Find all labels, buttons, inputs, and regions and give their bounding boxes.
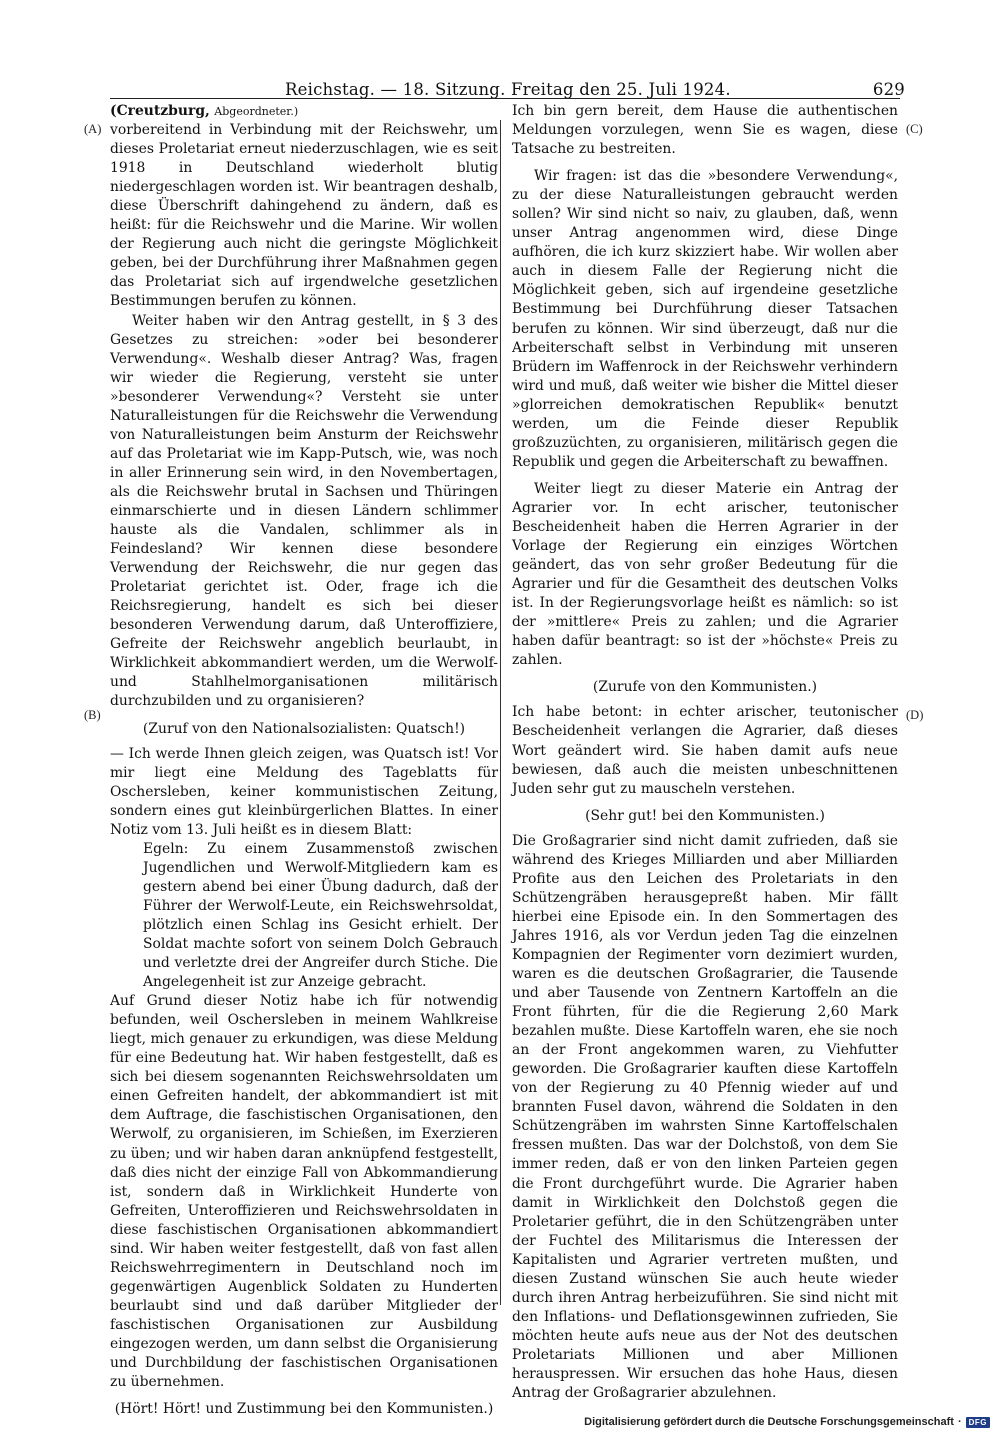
margin-marker-a: (A)	[84, 122, 102, 136]
digitization-credit: Digitalisierung gefördert durch die Deutsche Forschungsgemeinschaft · DFG	[584, 1416, 990, 1428]
speaker-line	[110, 102, 498, 121]
paragraph: Die Großagrarier sind nicht damit zufrieden, daß sie während des Krieges Milliarden und aber Milliarden Profite aus den Leichen des Proletariats in den Schützengräben herausgepreßt haben. Mir fällt hierbei eine Episode ein. In den Sommertagen des Jahres 1916, als vor Verdun jeden Tag die einzelnen Kompagnien der Regimenter vorn dezimiert wurden, waren es die deutschen Großagrarier, die Tausende und aber Tausende von Zentnern Kartoffeln an die Front führten, für die die Regierung 2,60 Mark bezahlen mußte. Diese Kartoffeln waren, ehe sie noch an der Front angekommen waren, zu Viehfutter geworden. Die Großagrarier kauften diese Kartoffeln von der Regierung zu 40 Pfennig wieder auf und brannten Fusel davon, während die Soldaten in den Schützengräben im wahrsten Sinne Kartoffelschalen fressen mußten. Das war der Dolchstoß, von dem Sie immer reden, daß er von den linken Parteien gegen die Front durchgeführt wurde. Die Agrarier haben damit in Wirklichkeit den Dolchstoß gegen die Proletarier geführt, die in den Schützengräben unter der Fuchtel des Militarismus die Interessen der Kapitalisten und Agrarier vertreten mußten, und diesen Zustand wünschen Sie auch heute wieder durch ihren Antrag herbeizuführen. Sie sind nicht mit den Inflations- und Deflationsgewinnen zufrieden, Sie möchten heute aufs neue aus der Not des deutschen Proletariats Millionen und aber Millionen herauspressen. Wir ersuchen das hohe Haus, diesen Antrag der Großagrarier abzulehnen.	[512, 832, 898, 1402]
paragraph: Auf Grund dieser Notiz habe ich für notwendig befunden, weil Oschersleben in meinem Wahlkreise liegt, mich genauer zu erkundigen, was diese Meldung für eine Bedeutung hat. Wir haben festgestellt, daß es sich bei diesem sogenannten Reichswehrsoldaten um einen Gefreiten handelt, der abkommandiert ist mit dem Auftrage, die faschistischen Organisationen, den Werwolf, zu organisieren, im Schießen, im Exerzieren zu üben; und wir haben daran anknüpfend festgestellt, daß dies nicht der einzige Fall von Abkommandierung ist, sondern daß in Wirklichkeit Hunderte von Gefreiten, Unteroffizieren und Reichswehrsoldaten in diese faschistischen Organisationen abkommandiert sind. Wir haben weiter festgestellt, daß von fast allen Reichswehrregimentern in Deutschland noch im gegenwärtigen Augenblick Soldaten zu Hunderten beurlaubt sind und daß darüber Mitglieder der faschistischen Organisationen zur Ausbildung eingezogen werden, um dann selbst die Organisierung und Durchbildung der faschistischen Organisationen zu übernehmen.	[110, 993, 498, 1391]
credit-text: Digitalisierung gefördert durch die Deutsche Forschungsgemeinschaft	[584, 1416, 954, 1428]
margin-marker-c: (C)	[906, 122, 923, 136]
paragraph: Weiter liegt zu dieser Materie ein Antrag der Agrarier vor. In echt arischer, teutonischer Bescheidenheit haben die Herren Agrarier in der Vorlage der Regierung ein einziges Wörtchen geändert, das von sehr großer Bedeutung für die Agrarier und für die Gesamtheit des deutschen Volks ist. In der Regierungsvorlage heißt es nämlich: so ist der »mittlere« Preis zu zahlen; und die Agrarier haben dafür beantragt: so ist der »höchste« Preis zu zahlen.	[512, 480, 898, 669]
right-column	[512, 102, 898, 1403]
margin-marker-d: (D)	[906, 708, 924, 722]
paragraph: Ich bin gern bereit, dem Hause die authentischen Meldungen vorzulegen, wenn Sie es wagen, diese Tatsache zu bestreiten.	[512, 103, 898, 158]
speaker-name: (Creutzburg,	[110, 103, 210, 119]
column-divider	[500, 120, 501, 1305]
block-quote: Egeln: Zu einem Zusammenstoß zwischen Jugendlichen und Werwolf-Mitgliedern kam es gestern abend bei einer Übung dadurch, daß der Führer der Werwolf-Leute, ein Reichswehrsoldat, plötzlich einen Schlag ins Gesicht erhielt. Der Soldat machte sofort von seinem Dolch Gebrauch und verletzte drei der Angreifer durch Stiche. Die Angelegenheit ist zur Anzeige gebracht.	[143, 840, 498, 991]
interjection: (Sehr gut! bei den Kommunisten.)	[585, 807, 825, 824]
interjection: (Hört! Hört! und Zustimmung bei den Kommunisten.)	[114, 1401, 494, 1418]
interjection: (Zurufe von den Kommunisten.)	[592, 679, 818, 696]
page-header	[285, 80, 905, 99]
paragraph: Wir fragen: ist das die »besondere Verwendung«, zu der diese Naturalleistungen gebraucht werden sollen? Wir sind nicht so naiv, zu glauben, daß, wenn unser Antrag angenommen wird, diese Dinge aufhören, die ich kurz skizziert habe. Wir wollen aber auch in diesem Falle der Regierung nicht die Möglichkeit geben, sich auf irgendeine gesetzliche Bestimmung bei Durchführung dieser Tatsachen berufen zu können. Wir sind überzeugt, daß nur die Arbeiterschaft selbst in Verbindung mit unseren Brüdern im Waffenrock in der Reichswehr verhindern wird und muß, daß weiter wie bisher die Mittel dieser »glorreichen demokratischen Republik« benutzt werden, um die Feinde dieser Republik großzuzüchten, zu organisieren, militärisch gegen die Republik und gegen die Arbeiterschaft zu bewaffnen.	[512, 168, 898, 470]
margin-marker-b: (B)	[84, 708, 101, 722]
page-number: 629	[872, 80, 905, 99]
interjection: (Zuruf von den Nationalsozialisten: Quatsch!)	[142, 720, 466, 737]
paragraph: — Ich werde Ihnen gleich zeigen, was Quatsch ist! Vor mir liegt eine Meldung des Tageblatts für Oschersleben, keiner kommunistischen Zeitung, sondern eines gut kleinbürgerlichen Blattes. In einer Notiz vom 13. Juli heißt es in diesem Blatt:	[110, 745, 498, 838]
header-rule	[110, 98, 900, 99]
left-column	[110, 102, 498, 1425]
speaker-role: Abgeordneter.)	[214, 105, 299, 118]
running-title: Reichstag. — 18. Sitzung. Freitag den 25. Juli 1924.	[285, 80, 731, 99]
paragraph: vorbereitend in Verbindung mit der Reichswehr, um dieses Proletariat erneut niederzuschlagen, wie es seit 1918 in Deutschland wiederholt blutig niedergeschlagen worden ist. Wir beantragen deshalb, diese Überschrift dahingehend zu ändern, daß es heißt: für die Reichswehr und die Marine. Wir wollen der Regierung auch nicht die geringste Möglichkeit geben, bei der Durchführung ihrer Maßnahmen gegen das Proletariat sich auf irgendwelche gesetzlichen Bestimmungen berufen zu können.	[110, 122, 498, 310]
paragraph: Ich habe betont: in echter arischer, teutonischer Bescheidenheit verlangen die Agrarier, daß dieses Wort geändert wird. Sie haben damit aufs neue bewiesen, daß auch die meisten unbeschnittenen Juden sehr gut zu mauscheln verstehen.	[512, 704, 898, 797]
paragraph: Weiter haben wir den Antrag gestellt, in § 3 des Gesetzes zu streichen: »oder bei besonderer Verwendung«. Weshalb dieser Antrag? Was, fragen wir wieder die Regierung, versteht sie unter »besonderer Verwendung«? Versteht sie unter Naturalleistungen für die Reichswehr die Verwendung von Naturalleistungen beim Ansturm der Reichswehr auf das Proletariat wie im Kapp-Putsch, wie, was noch in aller Erinnerung sein wird, in den Novembertagen, als die Reichswehr brutal in Sachsen und Thüringen einmarschierte und in diesen Ländern schlimmer hauste als die Vandalen, schlimmer als in Feindesland? Wir kennen diese besondere Verwendung der Reichswehr, die nur gegen das Proletariat gerichtet ist. Oder, frage ich die Reichsregierung, handelt es sich bei dieser besonderen Verwendung darum, daß Unteroffiziere, Gefreite der Reichswehr angeblich beurlaubt, in Wirklichkeit abkommandiert werden, um die Werwolf- und Stahlhelmorganisationen militärisch durchzubilden und zu organisieren?	[110, 312, 498, 710]
dfg-logo-icon: DFG	[966, 1417, 990, 1428]
